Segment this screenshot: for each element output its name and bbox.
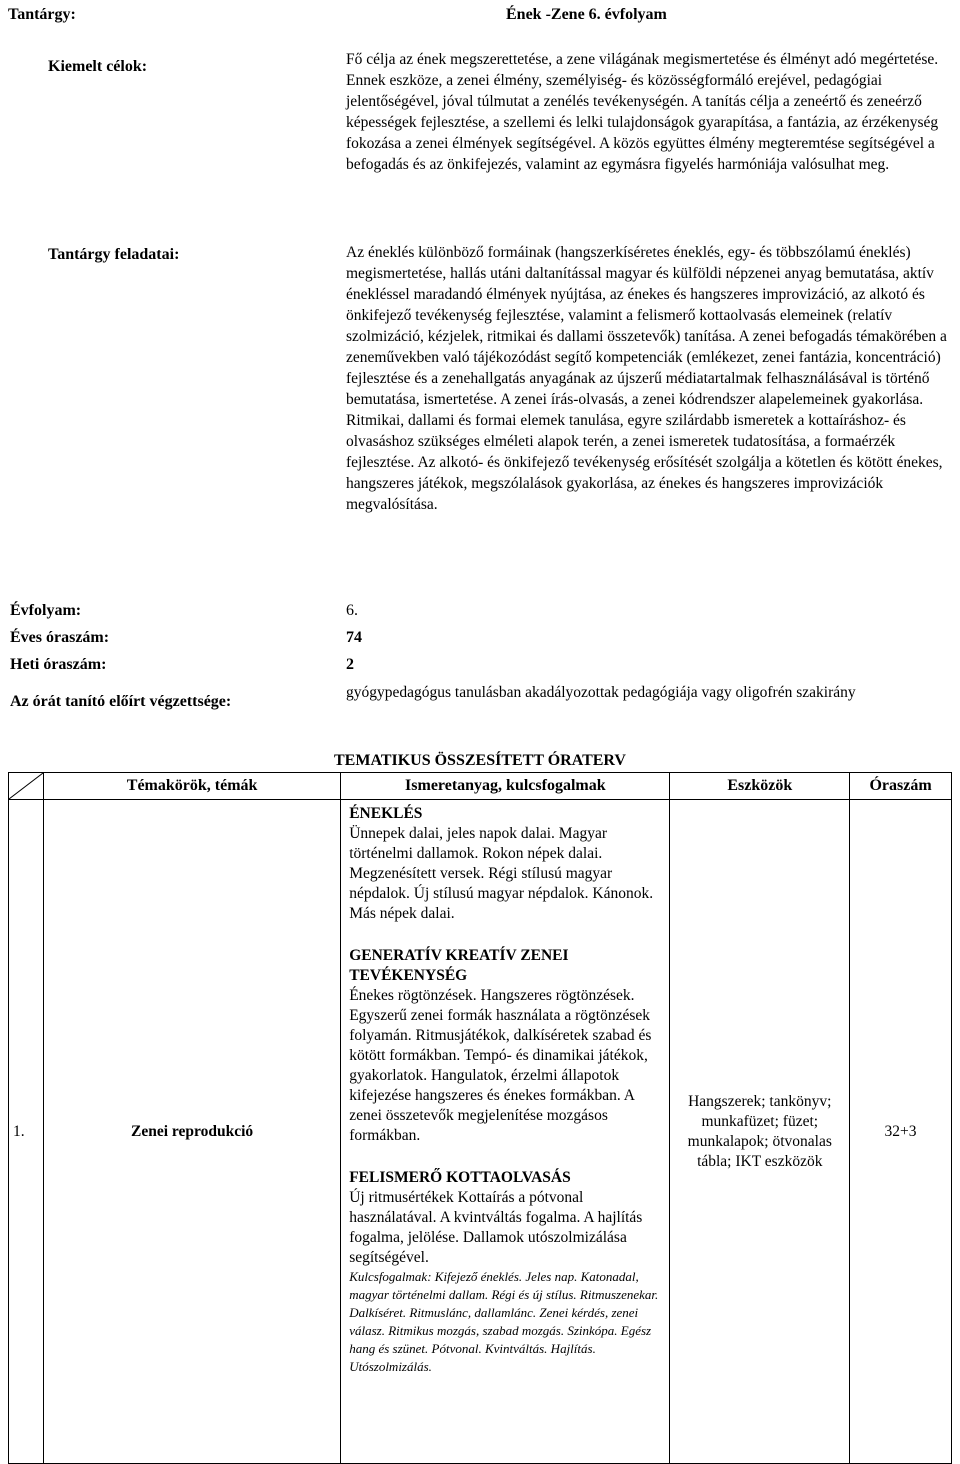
section-generative <box>349 946 663 1146</box>
row-knowledge <box>341 800 670 1464</box>
section-text: Új ritmusértékek Kottaírás a pótvonal használatával. A kvintváltás fogalma. A hajlítás fogalma, jelölése. Dallamok utószolmizálása segítségével. <box>349 1189 643 1266</box>
diagonal-line <box>9 773 43 799</box>
weekly-hours-label: Heti óraszám: <box>10 656 107 673</box>
plan-header-row <box>9 773 952 800</box>
tasks-label: Tantárgy feladatai: <box>48 246 180 263</box>
goals-label: Kiemelt célok: <box>48 58 148 75</box>
plan-table <box>8 772 952 1464</box>
weekly-hours-value: 2 <box>346 656 354 673</box>
corner-cell <box>9 773 44 800</box>
table-row <box>9 800 952 1464</box>
section-title: ÉNEKLÉS <box>349 805 423 822</box>
section-singing <box>349 804 663 924</box>
row-topic: Zenei reprodukció <box>44 800 341 1464</box>
row-number: 1. <box>9 800 44 1464</box>
row-tools: Hangszerek; tankönyv; munkafüzet; füzet; munkalapok; ötvonalas tábla; IKT eszközök <box>670 800 850 1464</box>
section-title: GENERATÍV KREATÍV ZENEI TEVÉKENYSÉG <box>349 947 569 984</box>
section-text: Ünnepek dalai, jeles napok dalai. Magyar történelmi dallamok. Rokon népek dalai. Megzenésített versek. Régi stílusú magyar népdalok. Új stílusú magyar népdalok. Kánonok. Más népek dalai. <box>349 825 654 922</box>
header-hours: Óraszám <box>850 773 952 800</box>
keywords: Kulcsfogalmak: Kifejező éneklés. Jeles nap. Katonadal, magyar történelmi dallam. Régi és új stílus. Ritmuszenekar. Dalkíséret. Ritmuslánc, dallamlánc. Zenei kérdés, zenei válasz. Ritmikus mozgás, szabad mozgás. Szinkópa. Egész hang és szünet. Pótvonal. Kvintváltás. Hajlítás. Utószolmizálás. <box>349 1269 659 1374</box>
teacher-qualification-value: gyógypedagógus tanulásban akadályozottak pedagógiája vagy oligofrén szakirány <box>346 684 856 701</box>
annual-hours-value: 74 <box>346 629 362 646</box>
goals-text: Fő célja az ének megszerettetése, a zene világának megismertetése és élményt adó megértetése. Ennek eszköze, a zenei élmény, személyiség- és közösségformáló erejével, pedagógiai jelentőségével, jóval túlmutat a zenélés tevékenységén. A tanítás célja a zeneértő és zeneérző képességek fejlesztése, a szellemi és lelki tulajdonságok gyarapítása, a fantázia, az érzékenység fokozása a zenei élmények segítségével. A közös együttes élmény megteremtése segítségével a befogadás és az önkifejezés, valamint az egymásra figyelés harmóniája valósulhat meg. <box>346 51 939 173</box>
tasks-text: Az éneklés különböző formáinak (hangszerkíséretes éneklés, egy- és többszólamú éneklés) megismertetése, hallás utáni daltanítással magyar és külföldi népzenei anyag bemutatása, aktív énekléssel maradandó élmények nyújtása, az énekes és hangszeres improvizáció, az alkotó és önkifejező tevékenység fejlesztése, valamint a felismerő kottaolvasás elemeinek (relatív szolmizáció, kézjelek, ritmikai és dallami összetevők) tanítása. A zenei befogadás témakörében a zeneművekben való tájékozódást segítő kompetenciák (emlékezet, zenei fantázia, koncentráció) fejlesztése és a zenehallgatás anyagának az újszerű médiatartalmak felhasználásával is történő bemutatása, ismertetése. A zenei írás-olvasás, a zenei kódrendszer alapelemeinek gyakorlása. Ritmikai, dallami és formai elemek tanulása, egyre szilárdabb ismeretek a kottaíráshoz- és olvasáshoz szükséges elméleti alapok terén, a zenei ismeretek tudatosítása, a formaérzék fejlesztése. Az alkotó- és önkifejező tevékenység erősítését szolgálja a kötetlen és kötött énekes, hangszeres játékok, megszólalások gyakorlása, az énekes és hangszeres improvizációk megvalósítása. <box>346 244 947 513</box>
teacher-qualification-label: Az órát tanító előírt végzettsége: <box>10 693 232 710</box>
header-topics: Témakörök, témák <box>44 773 341 800</box>
header-tools: Eszközök <box>670 773 850 800</box>
plan-title: TEMATIKUS ÖSSZESÍTETT ÓRATERV <box>334 752 626 769</box>
grade-label: Évfolyam: <box>10 602 82 619</box>
section-text: Énekes rögtönzések. Hangszeres rögtönzések. Egyszerű zenei formák használata a rögtönzések folyamán. Ritmusjátékok, dalkíséretek szabad és kötött formákban. Tempó- és dinamikai játékok, gyakorlatok. Hangulatok, érzelmi állapotok kifejezése hangszeres és énekes formákban. A zenei összetevők megjelenítése mozgásos formákban. <box>349 987 652 1144</box>
subject-value: Ének -Zene 6. évfolyam <box>506 6 667 23</box>
annual-hours-label: Éves óraszám: <box>10 629 110 646</box>
row-hours: 32+3 <box>850 800 952 1464</box>
subject-label: Tantárgy: <box>8 6 76 23</box>
section-title: FELISMERŐ KOTTAOLVASÁS <box>349 1169 571 1186</box>
grade-value: 6. <box>346 602 358 619</box>
header-knowledge: Ismeretanyag, kulcsfogalmak <box>341 773 670 800</box>
section-notation <box>349 1168 663 1376</box>
